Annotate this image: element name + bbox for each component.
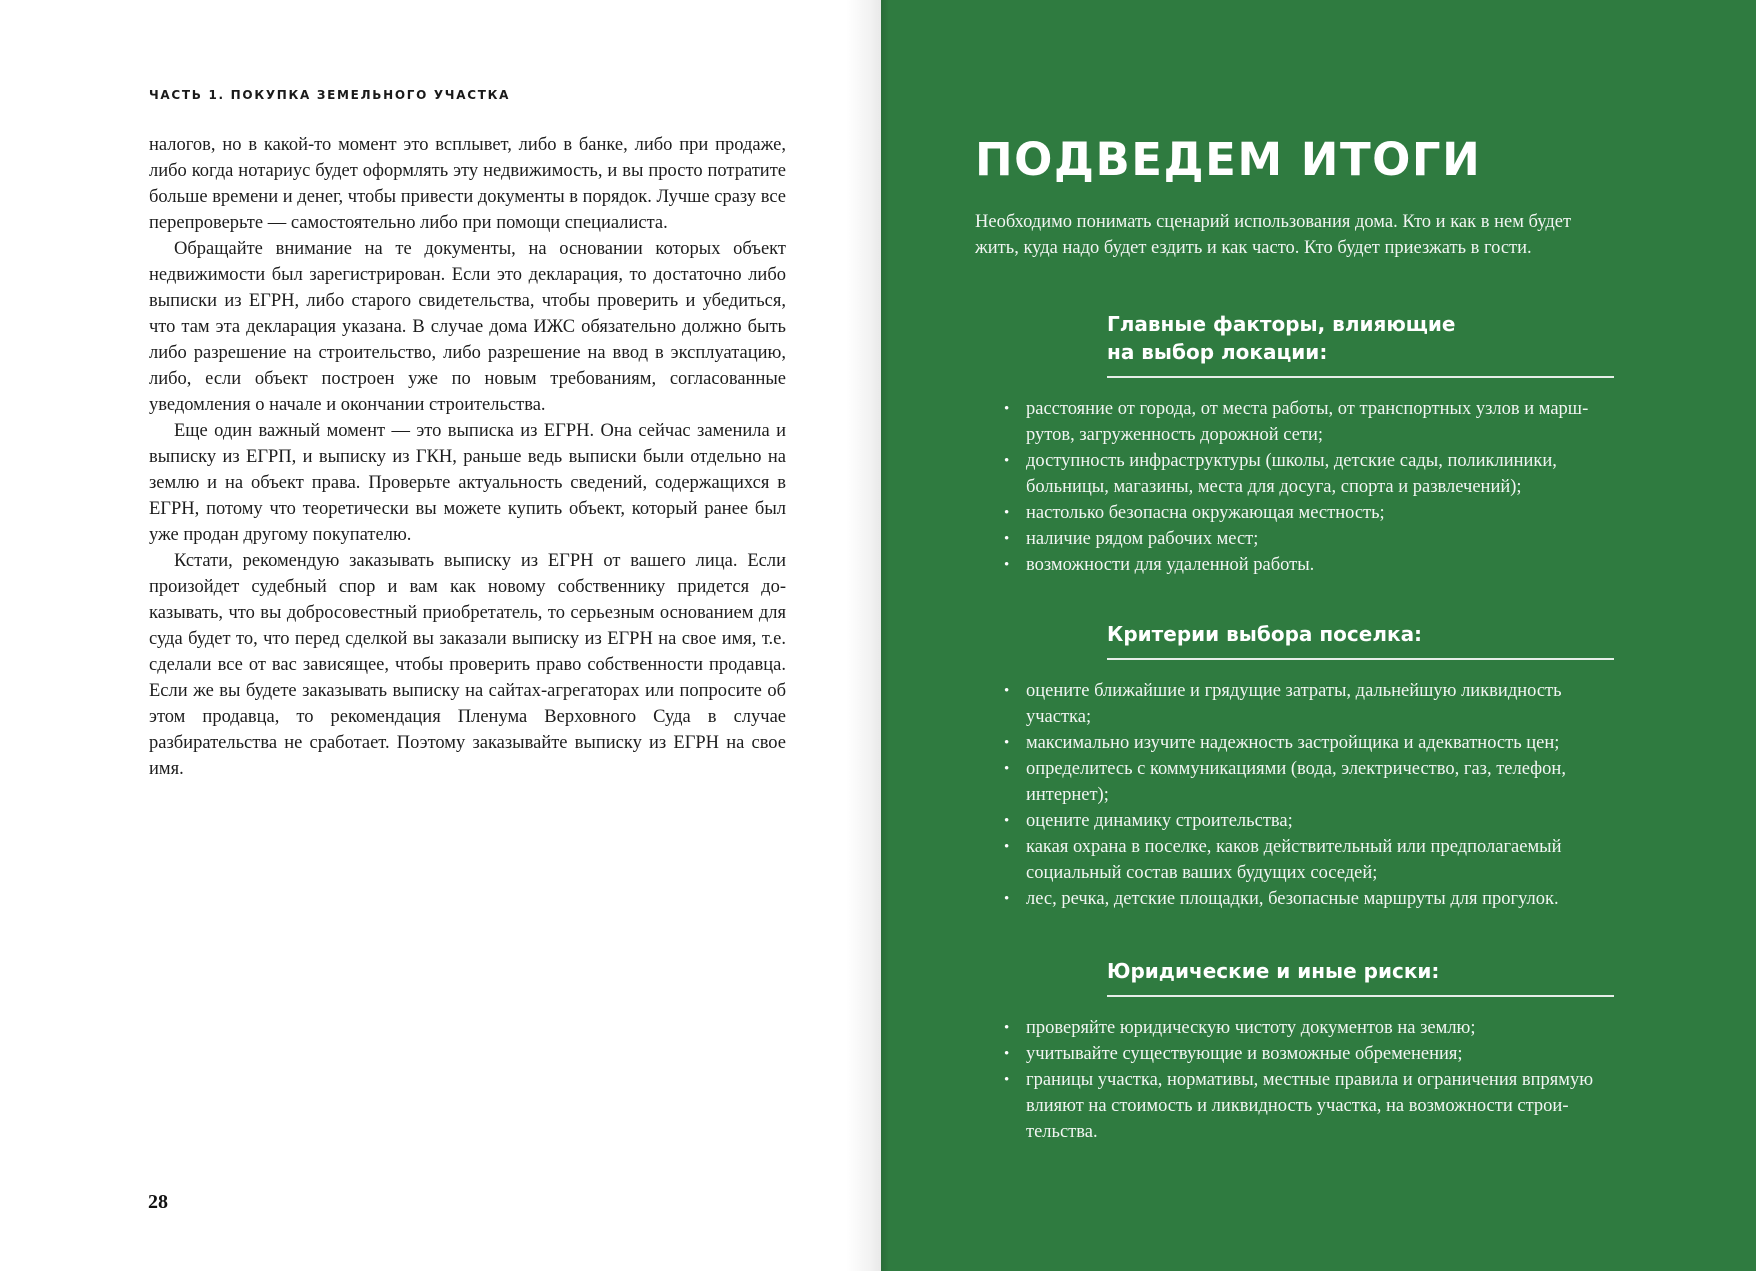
- section-heading-line: Критерии выбора поселка:: [1107, 622, 1423, 646]
- section-heading: [1107, 957, 1614, 997]
- paragraph: Обращайте внимание на те документы, на основании которых объект недвижимости был зарегистрирован. Если это декларация, то достаточно либо выписки из ЕГРН, либо старого свидетельства, чтобы проверить и убедиться, что там эта декларация указана. В случае дома ИЖС обязательно должно быть либо разрешение на строительство, либо разрешение на ввод в эксплуатацию, либо, если объект построен уже по новым требованиям, согласованные уведомления о начале и окончании строительства.: [149, 239, 786, 415]
- list-item: [1004, 678, 1614, 730]
- bullet-icon: •: [1004, 505, 1010, 521]
- list-item-text: настолько безопасна окружающая местность;: [1026, 503, 1385, 523]
- list-item: [1004, 834, 1614, 886]
- bullet-icon: •: [1004, 683, 1010, 699]
- list-item-text: определитесь с коммуникациями (вода, электричество, газ, телефон, интернет);: [1026, 759, 1566, 805]
- gutter-shadow: [846, 0, 881, 1271]
- list-item-text: возможности для удаленной работы.: [1026, 555, 1315, 575]
- section-heading-line: Юридические и иные риски:: [1107, 959, 1440, 983]
- list-item-text: учитывайте существующие и возможные обременения;: [1026, 1044, 1463, 1064]
- page-fold-shadow: [881, 0, 889, 1271]
- paragraph: Кстати, рекомендую заказывать выписку из ЕГРН от вашего лица. Если произойдет судебный спор и вам как новому собственнику придется доказывать, что вы добросовестный приобретатель, то серьезным основанием для суда будет то, что перед сделкой вы заказали выписку из ЕГРН на свое имя, т.е. сделали все от вас зависящее, чтобы проверить право собственности продавца. Если же вы будете заказывать выписку на сайтах-агрегаторах или попросите об этом продавца, то рекомендация Пленума Верховного Суда в случае разбирательства не сработает. Поэтому заказывайте выписку из ЕГРН на свое имя.: [149, 551, 786, 779]
- section-heading-line: на выбор локации:: [1107, 340, 1328, 364]
- list-item-text: проверяйте юридическую чистоту документов на землю;: [1026, 1018, 1476, 1038]
- bullet-icon: •: [1004, 839, 1010, 855]
- list-item-text: максимально изучите надежность застройщика и адекватность цен;: [1026, 733, 1560, 753]
- list-item: [1004, 730, 1614, 756]
- list-item-text: лес, речка, детские площадки, безопасные маршруты для прогулок.: [1026, 889, 1559, 909]
- list-item: [1004, 808, 1614, 834]
- list-item: [1004, 1041, 1614, 1067]
- list-item: [1004, 396, 1614, 448]
- running-header: ЧАСТЬ 1. ПОКУПКА ЗЕМЕЛЬНОГО УЧАСТКА: [149, 88, 511, 102]
- page-number: 28: [148, 1191, 168, 1213]
- list-item: [1004, 886, 1614, 912]
- section-location-factors: [1004, 310, 1614, 578]
- bullet-list: [1004, 1015, 1614, 1145]
- list-item-text: границы участка, нормативы, местные правила и ограничения впрямую влияют на стоимость и ликвидность участка, на возможности строительства.: [1026, 1070, 1594, 1142]
- bullet-icon: •: [1004, 1046, 1010, 1062]
- list-item-text: доступность инфраструктуры (школы, детские сады, поликлиники, больницы, магазины, места для досуга, спорта и развлечений);: [1026, 451, 1557, 497]
- list-item: [1004, 526, 1614, 552]
- bullet-icon: •: [1004, 1072, 1010, 1088]
- bullet-icon: •: [1004, 891, 1010, 907]
- list-item-text: оцените ближайшие и грядущие затраты, дальнейшую ликвидность участка;: [1026, 681, 1562, 727]
- summary-title: ПОДВЕДЕМ ИТОГИ: [975, 133, 1482, 186]
- list-item: [1004, 1015, 1614, 1041]
- section-village-criteria: [1004, 620, 1614, 912]
- list-item-text: оцените динамику строительства;: [1026, 811, 1293, 831]
- bullet-list: [1004, 678, 1614, 912]
- section-heading: [1107, 620, 1614, 660]
- bullet-icon: •: [1004, 1020, 1010, 1036]
- list-item: [1004, 1067, 1614, 1145]
- list-item: [1004, 552, 1614, 578]
- bullet-icon: •: [1004, 557, 1010, 573]
- section-heading: [1107, 310, 1614, 378]
- list-item-text: наличие рядом рабочих мест;: [1026, 529, 1259, 549]
- bullet-icon: •: [1004, 761, 1010, 777]
- list-item: [1004, 756, 1614, 808]
- list-item-text: какая охрана в поселке, каков действительный или предполагаемый социальный состав ваших будущих соседей;: [1026, 837, 1562, 883]
- summary-intro: Необходимо понимать сценарий использования дома. Кто и как в нем будет жить, куда надо будет ездить и как часто. Кто будет приезжать в гости.: [975, 212, 1572, 258]
- bullet-icon: •: [1004, 735, 1010, 751]
- paragraph: налогов, но в какой-то момент это всплывет, либо в банке, либо при продаже, либо когда нотариус будет оформлять эту недвижимость, и вы просто потратите больше времени и денег, чтобы привести документы в порядок. Лучше сразу все перепроверьте — самостоятельно либо при помощи специалиста.: [149, 135, 786, 233]
- list-item: [1004, 500, 1614, 526]
- body-text: [149, 132, 786, 782]
- paragraph: Еще один важный момент — это выписка из ЕГРН. Она сейчас заменила и выписку из ЕГРП, и выписку из ГКН, раньше ведь выписки были отдельно на землю и на объект права. Проверьте актуальность сведений, содержащихся в ЕГРН, потому что теоретически вы можете купить объект, который ранее был уже продан другому покупателю.: [149, 421, 786, 545]
- section-legal-risks: [1004, 957, 1614, 1145]
- bullet-icon: •: [1004, 531, 1010, 547]
- section-heading-line: Главные факторы, влияющие: [1107, 312, 1456, 336]
- bullet-icon: •: [1004, 453, 1010, 469]
- bullet-list: [1004, 396, 1614, 578]
- bullet-icon: •: [1004, 401, 1010, 417]
- bullet-icon: •: [1004, 813, 1010, 829]
- list-item-text: расстояние от города, от места работы, от транспортных узлов и маршрутов, загруженность дорожной сети;: [1026, 399, 1589, 445]
- list-item: [1004, 448, 1614, 500]
